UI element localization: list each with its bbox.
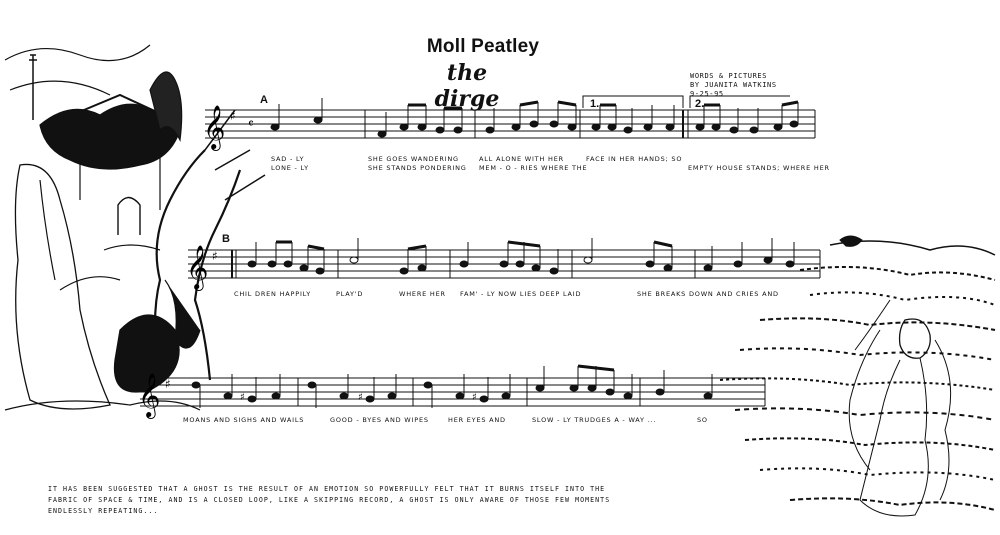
lyric-line2-d: FAM' - LY NOW LIES DEEP LAID — [460, 290, 582, 298]
page-title: Moll Peatley — [426, 36, 540, 57]
credits-block — [690, 72, 777, 99]
lyric-line1-m3-verse1: ALL ALONE WITH HER — [479, 155, 564, 163]
lyric-line1-m5: EMPTY HOUSE STANDS; WHERE HER — [688, 164, 830, 172]
treble-clef-icon: 𝄞 — [138, 373, 161, 417]
lyric-line2-c: WHERE HER — [399, 290, 446, 298]
lyric-line1-m2-verse1: SHE GOES WANDERING — [368, 155, 459, 163]
treble-clef-icon: 𝄞 — [203, 105, 226, 149]
song-subtitle: the dirge — [434, 60, 500, 112]
lyric-line1-m1-verse1: SAD - LY — [271, 155, 305, 163]
staff-3 — [140, 378, 765, 406]
lyric-line1-m2-verse2: SHE STANDS PONDERING — [368, 164, 467, 172]
ghost-footnote — [48, 484, 728, 517]
lyric-line3-c: HER EYES AND — [448, 416, 506, 424]
left-illustration — [5, 45, 265, 410]
footnote-line-1: IT HAS BEEN SUGGESTED THAT A GHOST IS THE RESULT OF AN EMOTION SO POWERFULLY FELT THAT IT BURNS ITSELF INTO THE — [48, 485, 606, 493]
lyric-line3-d: SLOW - LY TRUDGES A - WAY ... — [532, 416, 657, 424]
lyric-line1-m1-verse2: LONE - LY — [271, 164, 309, 172]
footnote-line-3: ENDLESSLY REPEATING... — [48, 507, 159, 515]
second-ending-label: 2. — [695, 98, 705, 110]
lyric-line3-b: GOOD - BYES AND WIPES — [330, 416, 429, 424]
treble-clef-icon: 𝄞 — [186, 245, 209, 289]
svg-text:♯: ♯ — [240, 392, 245, 403]
footnote-line-2: FABRIC OF SPACE & TIME, AND IS A CLOSED LOOP, LIKE A SKIPPING RECORD, A GHOST IS ONLY AWARE OF THOSE FEW MOMENTS — [48, 496, 611, 504]
lyric-line2-e: SHE BREAKS DOWN AND CRIES AND — [637, 290, 779, 298]
notes-staff-3 — [192, 366, 712, 408]
lyric-line1-m3-verse2: MEM - O - RIES WHERE THE — [479, 164, 588, 172]
lyric-line2-a: CHIL DREN HAPPILY — [234, 290, 312, 298]
lyric-line2-b: PLAY'D — [336, 290, 364, 298]
sharp-icon: ♯ — [165, 377, 171, 391]
sharp-icon: ♯ — [212, 249, 218, 263]
section-b-label: B — [222, 233, 230, 245]
svg-text:♯: ♯ — [358, 392, 363, 403]
credits-date: 9-25-95 — [690, 90, 724, 98]
sharp-icon: ♯ — [230, 109, 236, 123]
svg-text:♯: ♯ — [472, 392, 477, 403]
lyric-line3-e: SO — [697, 416, 708, 424]
first-ending-label: 1. — [590, 98, 600, 110]
notes-staff-2 — [248, 238, 794, 274]
credits-line-2: BY JUANITA WATKINS — [690, 81, 777, 89]
time-signature: 𝄴 — [248, 117, 254, 132]
lyric-line3-a: MOANS AND SIGHS AND WAILS — [183, 416, 305, 424]
lyric-line1-m4: FACE IN HER HANDS; SO — [586, 155, 683, 163]
section-a-label: A — [260, 94, 268, 106]
credits-line-1: WORDS & PICTURES — [690, 72, 768, 80]
